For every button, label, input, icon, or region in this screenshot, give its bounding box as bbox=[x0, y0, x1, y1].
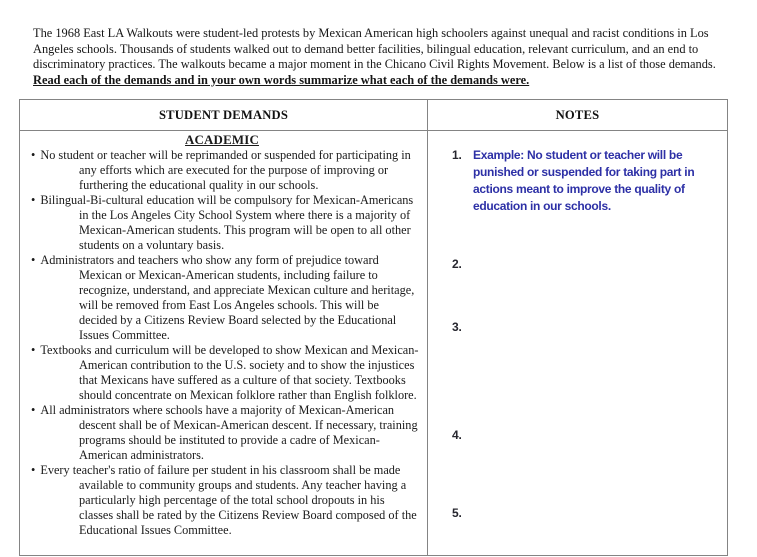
demands-cell bbox=[20, 131, 428, 555]
note-number: 1. bbox=[452, 148, 462, 162]
note-number: 4. bbox=[452, 428, 462, 442]
demand-item bbox=[25, 253, 419, 343]
bullet-icon: • bbox=[31, 343, 36, 357]
demand-text: All administrators where schools have a majority of Mexican-American descent shall be of Mexican-American descent. If necessary, training programs should be instituted to provide a cadre of Mexican-American administrators. bbox=[40, 403, 418, 462]
table-header-row bbox=[20, 100, 727, 131]
note-item-3 bbox=[452, 319, 721, 336]
column-header-student-demands: STUDENT DEMANDS bbox=[20, 100, 428, 130]
demand-text: Every teacher's ratio of failure per student in his classroom shall be made available to community groups and students. Any teacher having a particularly high percentage of the total school dropouts in his classes shall be rated by the Citizens Review Board composed of the Educational Issues Committee. bbox=[40, 463, 417, 537]
demand-item bbox=[25, 193, 419, 253]
demand-item bbox=[25, 343, 419, 403]
demand-item bbox=[25, 463, 419, 538]
instruction-text: Read each of the demands and in your own words summarize what each of the demands were. bbox=[33, 72, 530, 87]
demand-text: Administrators and teachers who show any form of prejudice toward Mexican or Mexican-American students, including failure to recognize, understand, and appreciate Mexican culture and heritage, will be removed from East Los Angeles schools. This will be decided by a Citizens Review Board selected by the Educational Issues Committee. bbox=[40, 253, 415, 342]
note-number: 3. bbox=[452, 320, 462, 334]
note-item-5 bbox=[452, 505, 721, 522]
section-title-academic: ACADEMIC bbox=[185, 133, 259, 147]
bullet-icon: • bbox=[31, 193, 36, 207]
bullet-icon: • bbox=[31, 403, 36, 417]
bullet-icon: • bbox=[31, 148, 36, 162]
note-item-1 bbox=[452, 147, 721, 215]
intro-paragraph bbox=[33, 26, 735, 88]
demand-list bbox=[25, 148, 419, 538]
demand-text: Textbooks and curriculum will be developed to show Mexican and Mexican-American contribution to the U.S. society and to show the injustices that Mexicans have suffered as a culture of that society. Textbooks should concentrate on Mexican folklore rather than English folklore. bbox=[40, 343, 419, 402]
example-note-text: Example: No student or teacher will be punished or suspended for taking part in actions meant to improve the quality of education in our schools. bbox=[473, 148, 695, 213]
bullet-icon: • bbox=[31, 463, 36, 477]
table-body-row bbox=[20, 131, 727, 555]
demand-text: Bilingual-Bi-cultural education will be compulsory for Mexican-Americans in the Los Angeles City School System where there is a majority of Mexican-American students. This program will be open to all other students on a voluntary basis. bbox=[40, 193, 414, 252]
demands-table bbox=[19, 99, 728, 556]
note-item-2 bbox=[452, 256, 721, 273]
intro-text: The 1968 East LA Walkouts were student-led protests by Mexican American high schoolers against unequal and racist conditions in Los Angeles schools. Thousands of students walked out to demand better facilities, bilingual education, relevant curriculum, and an end to discriminatory practices. The walkouts became a major moment in the Chicano Civil Rights Movement. Below is a list of those demands. bbox=[33, 26, 716, 71]
demand-item bbox=[25, 148, 419, 193]
notes-cell[interactable] bbox=[428, 131, 727, 555]
column-header-notes: NOTES bbox=[555, 107, 600, 122]
demand-text: No student or teacher will be reprimanded or suspended for participating in any efforts which are executed for the purpose of improving or furthering the educational quality in our schools. bbox=[40, 148, 411, 192]
bullet-icon: • bbox=[31, 253, 36, 267]
note-number: 5. bbox=[452, 506, 462, 520]
note-item-4 bbox=[452, 427, 721, 444]
note-number: 2. bbox=[452, 257, 462, 271]
demand-item bbox=[25, 403, 419, 463]
